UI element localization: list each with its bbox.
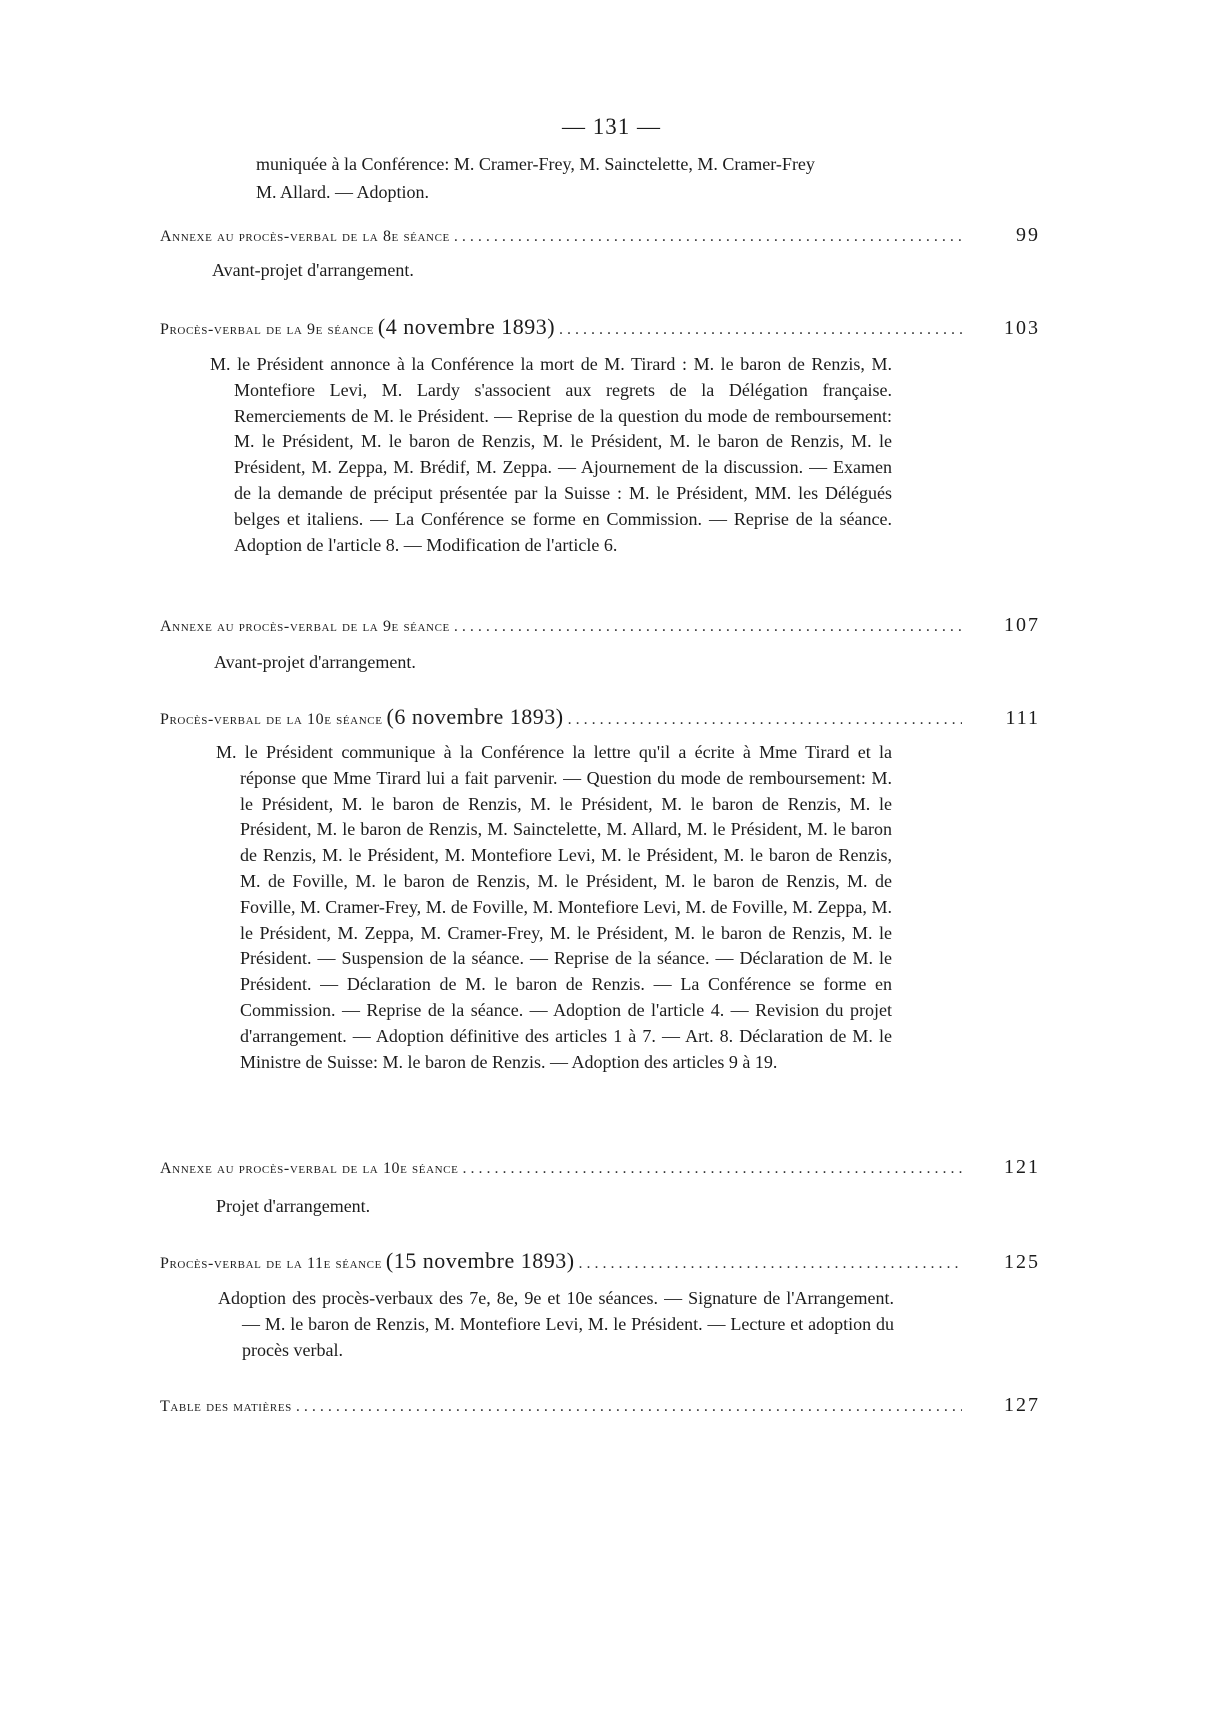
continuation-line-1: muniquée à la Conférence: M. Cramer-Frey, M. Sainctelette, M. Cramer-Frey [256, 154, 815, 174]
entry-page-ref: 103 [1004, 317, 1040, 339]
entry-title: Procès-verbal de la 9e séance [160, 321, 374, 338]
toc-entry-annexe-8[interactable] [160, 224, 1040, 254]
entry-summary: Projet d'arrangement. [216, 1196, 371, 1216]
page-number: — 131 — [562, 114, 661, 139]
entry-date: (4 novembre 1893) [377, 314, 556, 339]
entry-page-ref: 125 [1004, 1251, 1040, 1273]
entry-title: Procès-verbal de la 11e séance [160, 1255, 382, 1272]
entry-summary: M. le Président annonce à la Conférence la mort de M. Tirard : M. le baron de Renzis, M. Montefiore Levi, M. Lardy s'associent aux regrets de la Délégation française. Remerciements de M. le Président. — Reprise de la question du mode de remboursement: M. le Président, M. le baron de Renzis, M. le Président, M. le baron de Renzis, M. le Président, M. Zeppa, M. Brédif, M. Zeppa. — Ajournement de la discussion. — Examen de la demande de préciput présentée par la Suisse : M. le Président, MM. les Délégués belges et italiens. — La Conférence se forme en Commission. — Reprise de la séance. Adoption de l'article 8. — Modification de l'article 6. [210, 354, 892, 555]
continuation-line-2: M. Allard. — Adoption. [256, 182, 430, 203]
entry-page-ref: 107 [1004, 614, 1040, 636]
toc-entry-annexe-10[interactable] [160, 1156, 1040, 1186]
dot-leader [568, 711, 962, 729]
entry-page-ref: 121 [1004, 1156, 1040, 1178]
entry-title: Annexe au procès-verbal de la 10e séance [160, 1160, 459, 1177]
toc-entry-pv-9[interactable] [160, 314, 1040, 344]
toc-entry-pv-11[interactable] [160, 1248, 1040, 1278]
entry-summary: Adoption des procès-verbaux des 7e, 8e, 9e et 10e séances. — Signature de l'Arrangement. — M. le baron de Renzis, M. Montefiore Levi, M. le Président. — Lecture et adoption du procès verbal. [218, 1288, 894, 1360]
dot-leader [462, 1160, 962, 1178]
entry-date: (6 novembre 1893) [386, 704, 564, 729]
dot-leader [579, 1255, 962, 1273]
dot-leader [454, 228, 962, 246]
entry-date: (15 novembre 1893) [385, 1248, 575, 1273]
entry-page-ref: 127 [1004, 1394, 1040, 1416]
entry-summary: Avant-projet d'arrangement. [212, 260, 414, 280]
toc-entry-pv-10[interactable] [160, 704, 1040, 734]
entry-summary: Avant-projet d'arrangement. [214, 652, 416, 672]
dot-leader [559, 321, 962, 339]
entry-title: Annexe au procès-verbal de la 9e séance [160, 618, 450, 635]
entry-summary: M. le Président communique à la Conférence la lettre qu'il a écrite à Mme Tirard et la réponse que Mme Tirard lui a fait parvenir. — Question du mode de remboursement: M. le Président, M. le baron de Renzis, M. le Président, M. le baron de Renzis, M. le Président, M. le baron de Renzis, M. Sainctelette, M. Allard, M. le Président, M. le baron de Renzis, M. le Président, M. Montefiore Levi, M. le Président, M. le baron de Renzis, M. de Foville, M. le baron de Renzis, M. le Président, M. le baron de Renzis, M. de Foville, M. Cramer-Frey, M. de Foville, M. Montefiore Levi, M. de Foville, M. Zeppa, M. le Président, M. Zeppa, M. Cramer-Frey, M. le Président, M. le baron de Renzis, M. le Président. — Suspension de la séance. — Reprise de la séance. — Déclaration de M. le Président. — Déclaration de M. le baron de Renzis. — La Conférence se forme en Commission. — Reprise de la séance. — Adoption de l'article 4. — Revision du projet d'arrangement. — Adoption définitive des articles 1 à 7. — Art. 8. Déclaration de M. le Ministre de Suisse: M. le baron de Renzis. — Adoption des articles 9 à 19. [216, 742, 892, 1072]
toc-entry-table-des-matieres[interactable] [160, 1394, 1040, 1424]
entry-title: Procès-verbal de la 10e séance [160, 711, 383, 728]
dot-leader [454, 618, 962, 636]
entry-page-ref: 111 [1005, 707, 1040, 729]
continuation-text [256, 150, 956, 207]
entry-page-ref: 99 [1016, 224, 1040, 246]
dot-leader [296, 1398, 962, 1416]
toc-entry-annexe-9[interactable] [160, 614, 1040, 644]
entry-title: Annexe au procès-verbal de la 8e séance [160, 228, 450, 245]
entry-title: Table des matières [160, 1398, 292, 1415]
